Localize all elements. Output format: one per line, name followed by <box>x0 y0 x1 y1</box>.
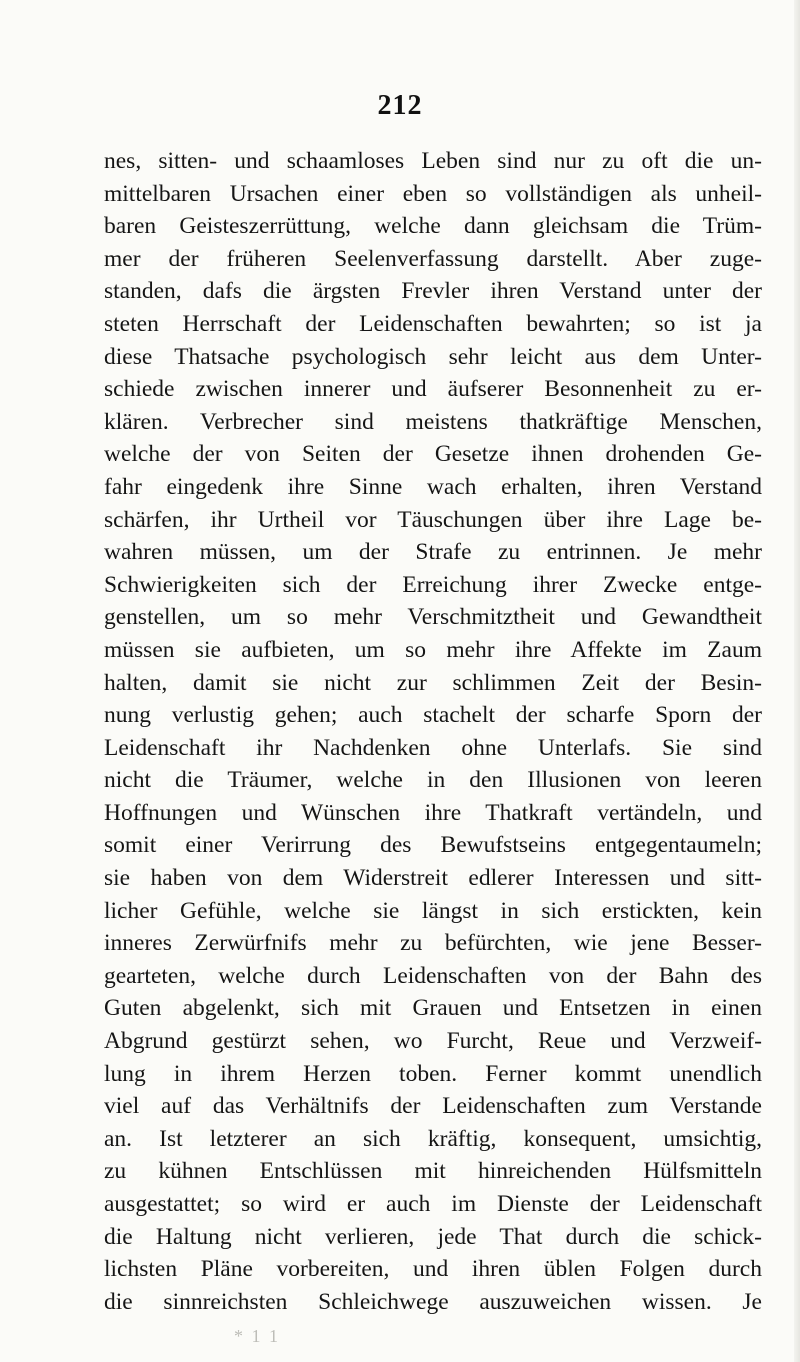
text-line: schiede zwischen innerer und äufserer Besonnenheit zu er- <box>104 376 762 403</box>
text-line: an. Ist letzterer an sich kräftig, konsequent, umsichtig, <box>104 1125 762 1152</box>
text-line: Hoffnungen und Wünschen ihre Thatkraft vertändeln, und <box>104 799 762 826</box>
text-line: steten Herrschaft der Leidenschaften bewahrten; so ist ja <box>104 310 762 337</box>
text-line: welche der von Seiten der Gesetze ihnen drohenden Ge- <box>104 441 762 468</box>
text-line: müssen sie aufbieten, um so mehr ihre Affekte im Zaum <box>104 636 762 663</box>
text-line: somit einer Verirrung des Bewufstseins entgegentaumeln; <box>104 832 762 859</box>
text-line: gearteten, welche durch Leidenschaften von der Bahn des <box>104 962 762 989</box>
text-line: wahren müssen, um der Strafe zu entrinnen. Je mehr <box>104 539 762 566</box>
text-line: lichsten Pläne vorbereiten, und ihren üblen Folgen durch <box>104 1256 762 1283</box>
text-line: Leidenschaft ihr Nachdenken ohne Unterlafs. Sie sind <box>104 734 762 761</box>
text-line: baren Geisteszerrüttung, welche dann gleichsam die Trüm- <box>104 213 762 240</box>
text-line: mer der früheren Seelenverfassung darstellt. Aber zuge- <box>104 245 762 272</box>
body-text <box>104 145 762 1318</box>
text-line: diese Thatsache psychologisch sehr leicht aus dem Unter- <box>104 343 762 370</box>
text-line: mittelbaren Ursachen einer eben so vollständigen als unheil- <box>104 180 762 207</box>
page-edge <box>794 0 800 1362</box>
page-number: 212 <box>377 90 423 121</box>
text-line: Abgrund gestürzt sehen, wo Furcht, Reue und Verzweif- <box>104 1028 762 1055</box>
text-line: standen, dafs die ärgsten Frevler ihren Verstand unter der <box>104 278 762 305</box>
text-line: zu kühnen Entschlüssen mit hinreichenden Hülfsmitteln <box>104 1158 762 1185</box>
text-line: die Haltung nicht verlieren, jede That durch die schick- <box>104 1223 762 1250</box>
text-line: nes, sitten- und schaamloses Leben sind nur zu oft die un- <box>104 148 762 174</box>
text-line: Schwierigkeiten sich der Erreichung ihrer Zwecke entge- <box>104 571 762 598</box>
text-line: lung in ihrem Herzen toben. Ferner kommt unendlich <box>104 1060 762 1087</box>
text-line: nung verlustig gehen; auch stachelt der scharfe Sporn der <box>104 702 762 729</box>
text-line: nicht die Träumer, welche in den Illusionen von leeren <box>104 767 762 794</box>
footer-mark: * 1 1 <box>234 1326 280 1346</box>
text-line: inneres Zerwürfnifs mehr zu befürchten, wie jene Besser- <box>104 930 762 957</box>
text-line: halten, damit sie nicht zur schlimmen Zeit der Besin- <box>104 669 762 696</box>
text-line: ausgestattet; so wird er auch im Dienste der Leidenschaft <box>104 1191 762 1217</box>
text-line: fahr eingedenk ihre Sinne wach erhalten, ihren Verstand <box>104 473 762 500</box>
text-line: viel auf das Verhältnifs der Leidenschaften zum Verstande <box>104 1093 762 1120</box>
text-line: licher Gefühle, welche sie längst in sich erstickten, kein <box>104 897 762 924</box>
text-line: die sinnreichsten Schleichwege auszuweichen wissen. Je <box>104 1288 762 1315</box>
text-line: genstellen, um so mehr Verschmitztheit und Gewandtheit <box>104 604 762 631</box>
text-line: Guten abgelenkt, sich mit Grauen und Entsetzen in einen <box>104 995 762 1022</box>
text-line: sie haben von dem Widerstreit edlerer Interessen und sitt- <box>104 865 762 892</box>
text-line: schärfen, ihr Urtheil vor Täuschungen über ihre Lage be- <box>104 506 762 533</box>
text-line: klären. Verbrecher sind meistens thatkräftige Menschen, <box>104 408 762 435</box>
